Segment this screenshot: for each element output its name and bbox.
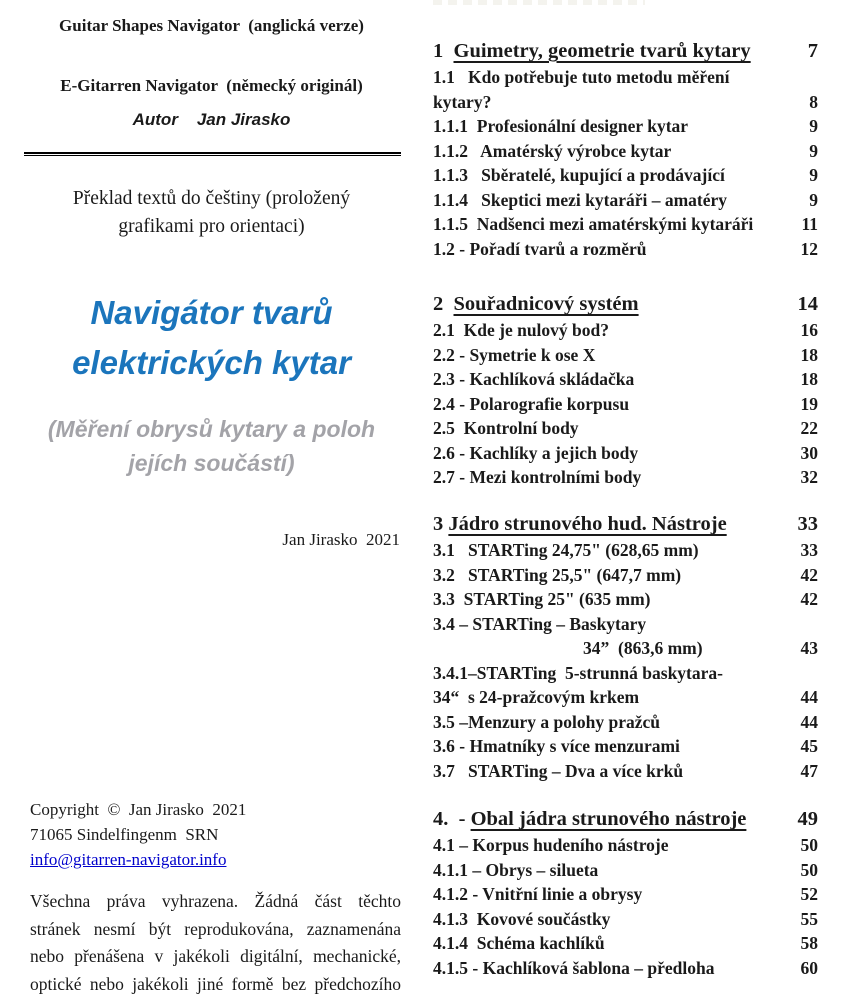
toc-entry-page-number: 43 <box>800 638 818 658</box>
rights-line: stránek nesmí být reprodukována, zaznamenána <box>30 918 401 939</box>
toc-section <box>433 511 818 783</box>
translation-note <box>0 185 423 241</box>
toc-entry-page-number: 18 <box>800 344 818 365</box>
toc-entry <box>433 759 818 784</box>
toc-entry-page-number: 44 <box>800 687 818 707</box>
book-title-line2: elektrických kytar <box>72 344 351 381</box>
toc-entry-label: 2.1 Kde je nulový bod? <box>433 320 609 340</box>
toc-entry <box>433 907 818 932</box>
toc-entry <box>433 237 818 262</box>
toc-entry-label: 3.3 STARTing 25" (635 mm) <box>433 589 651 609</box>
toc-entry-label: 1.1.4 Skeptici mezi kytaráři – amatéry <box>433 189 728 210</box>
toc-entry-page-number: 42 <box>800 564 818 585</box>
toc-entry-page-number: 45 <box>800 736 818 756</box>
book-subtitle-line2: jejích součástí) <box>128 450 295 476</box>
toc-section-page-number: 49 <box>797 808 818 830</box>
toc-entry-label: 2.7 - Mezi kontrolními body <box>433 467 642 487</box>
toc-entry-page-number: 50 <box>800 835 818 855</box>
toc-entry <box>433 956 818 981</box>
toc-entry <box>433 563 818 588</box>
toc-entry-label: 2.5 Kontrolní body <box>433 418 579 438</box>
translation-note-line2: grafikami pro orientaci) <box>118 216 305 237</box>
toc-section-header <box>433 291 818 318</box>
toc-entry-label: 2.3 - Kachlíková skládačka <box>433 369 635 389</box>
translation-note-line1: Překlad textů do češtiny (proložený <box>72 188 351 209</box>
toc-entry-label: 2.6 - Kachlíky a jejich body <box>433 442 639 463</box>
toc-section-page-number: 7 <box>807 40 818 62</box>
toc-entry <box>433 931 818 956</box>
author-year: Jan Jirasko 2021 <box>282 530 400 549</box>
toc-entry-page-number: 22 <box>800 418 818 438</box>
toc-section-header <box>433 806 818 833</box>
toc-entry <box>433 212 818 237</box>
toc-entry <box>433 538 818 563</box>
toc-entry-label: 34” (863,6 mm) <box>583 638 703 658</box>
toc-entry-page-number: 47 <box>800 760 818 781</box>
toc-entry-label: 1.1.5 Nadšenci mezi amatérskými kytaráři <box>433 214 754 234</box>
toc-entry <box>433 65 818 90</box>
toc-entry <box>433 367 818 392</box>
toc-entry <box>433 139 818 164</box>
toc-entry-label: 3.5 –Menzury a polohy pražců <box>433 711 661 732</box>
toc-entry-page-number: 8 <box>809 91 818 112</box>
toc-section-page-number: 33 <box>797 513 818 535</box>
toc-entry-page-number: 33 <box>800 540 818 560</box>
toc-entry-page-number: 42 <box>800 589 818 609</box>
rights-line: optické nebo jakékoli jiné formě bez předchozího <box>30 973 401 994</box>
toc-entry-label: 4.1.4 Schéma kachlíků <box>433 933 605 953</box>
toc-entry <box>433 858 818 883</box>
english-version-heading: Guitar Shapes Navigator (anglická verze) <box>59 16 364 35</box>
toc-entry-page-number: 52 <box>800 884 818 904</box>
book-title <box>0 288 423 388</box>
toc-entry-label: 3.7 STARTing – Dva a více krků <box>433 760 684 781</box>
toc-entry <box>433 685 818 710</box>
toc-entry-label: 2.4 - Polarografie korpusu <box>433 393 630 414</box>
toc-entry-label: 3.4 – STARTing – Baskytary <box>433 613 647 634</box>
toc-entry <box>433 441 818 466</box>
toc-entry-page-number: 19 <box>800 393 818 414</box>
toc-entry-page-number: 18 <box>800 369 818 389</box>
toc-section-title: 3 Jádro strunového hud. Nástroje <box>433 513 727 535</box>
toc-entry-label: 3.6 - Hmatníky s více menzurami <box>433 736 680 756</box>
toc-entry-page-number: 11 <box>801 214 818 234</box>
toc-section-header <box>433 511 818 538</box>
toc-entry-page-number: 55 <box>800 908 818 929</box>
toc-entry-label: 3.4.1–STARTing 5-strunná baskytara- <box>433 662 723 683</box>
book-title-line1: Navigátor tvarů <box>90 294 333 331</box>
toc-entry-page-number: 12 <box>800 238 818 259</box>
toc-entry <box>433 587 818 612</box>
toc-entry <box>433 465 818 490</box>
email-link[interactable]: info@gitarren-navigator.info <box>30 850 227 869</box>
toc-entry-page-number: 60 <box>800 957 818 978</box>
book-subtitle <box>0 412 423 480</box>
toc-entry-label: 4.1.2 - Vnitřní linie a obrysy <box>433 884 643 904</box>
toc-entry-label: kytary? <box>433 91 492 112</box>
rights-paragraph <box>30 888 401 994</box>
toc-entry-page-number: 30 <box>800 442 818 463</box>
toc-entry-label: 2.2 - Symetrie k ose X <box>433 344 596 365</box>
toc-section-title: 1 Guimetry, geometrie tvarů kytary <box>433 40 751 62</box>
toc-entry-label: 1.2 - Pořadí tvarů a rozměrů <box>433 238 647 259</box>
toc-entry <box>433 163 818 188</box>
rights-line: nebo přenášena v jakékoli digitální, mechanické, <box>30 946 401 966</box>
toc-section-title: 2 Souřadnicový systém <box>433 293 639 315</box>
rights-line: Všechna práva vyhrazena. Žádná část těchto <box>30 891 401 911</box>
copyright-line: Copyright © Jan Jirasko 2021 <box>30 800 247 819</box>
toc-section <box>433 291 818 490</box>
toc-entry-page-number: 50 <box>800 859 818 880</box>
toc-section-title: 4. - Obal jádra strunového nástroje <box>433 808 747 830</box>
toc-entry-label: 1.1.3 Sběratelé, kupující a prodávající <box>433 165 725 185</box>
address-line: 71065 Sindelfingenm SRN <box>30 825 219 844</box>
toc-entry <box>433 188 818 213</box>
toc-entry-label: 4.1.1 – Obrys – silueta <box>433 859 599 880</box>
toc-entry-label: 4.1.3 Kovové součástky <box>433 908 611 929</box>
toc-entry-page-number: 9 <box>809 165 818 185</box>
toc-entry <box>433 734 818 759</box>
double-rule-divider <box>24 152 401 156</box>
toc-entry <box>433 318 818 343</box>
book-subtitle-line1: (Měření obrysů kytary a poloh <box>47 416 376 442</box>
toc-entry <box>433 392 818 417</box>
toc-entry <box>433 612 818 637</box>
toc-entry-page-number: 9 <box>809 189 818 210</box>
toc-section <box>433 806 818 980</box>
german-original-heading: E-Gitarren Navigator (německý originál) <box>60 76 363 95</box>
toc-entry-page-number: 16 <box>800 320 818 340</box>
toc-entry-page-number: 58 <box>800 933 818 953</box>
toc-entry <box>433 710 818 735</box>
toc-entry <box>433 416 818 441</box>
toc-section-page-number: 14 <box>797 293 818 315</box>
toc-entry-label: 1.1.1 Profesionální designer kytar <box>433 116 689 136</box>
toc-entry-page-number: 9 <box>809 140 818 161</box>
toc-section <box>433 38 818 261</box>
toc-entry-label: 1.1 Kdo potřebuje tuto metodu měření <box>433 67 730 87</box>
toc-entry <box>433 882 818 907</box>
toc-entry-label: 3.1 STARTing 24,75" (628,65 mm) <box>433 540 699 560</box>
toc-entry <box>433 661 818 686</box>
toc-entry-label: 1.1.2 Amatérský výrobce kytar <box>433 140 672 161</box>
toc-section-header <box>433 38 818 65</box>
toc-entry-page-number: 44 <box>800 711 818 732</box>
toc-entry <box>433 636 818 661</box>
toc-entry <box>433 833 818 858</box>
copyright-block <box>30 797 410 872</box>
toc-entry-label: 4.1.5 - Kachlíková šablona – předloha <box>433 957 715 978</box>
toc-entry <box>433 114 818 139</box>
author-line: Autor Jan Jirasko <box>132 110 291 129</box>
toc-entry-page-number: 9 <box>809 116 818 136</box>
toc-entry-page-number: 32 <box>800 467 818 487</box>
toc-entry-label: 4.1 – Korpus hudeního nástroje <box>433 835 669 855</box>
toc-entry <box>433 90 818 115</box>
toc-entry <box>433 343 818 368</box>
table-of-contents <box>433 0 818 1000</box>
toc-entry-label: 3.2 STARTing 25,5" (647,7 mm) <box>433 564 682 585</box>
toc-entry-label: 34“ s 24-pražcovým krkem <box>433 687 640 707</box>
